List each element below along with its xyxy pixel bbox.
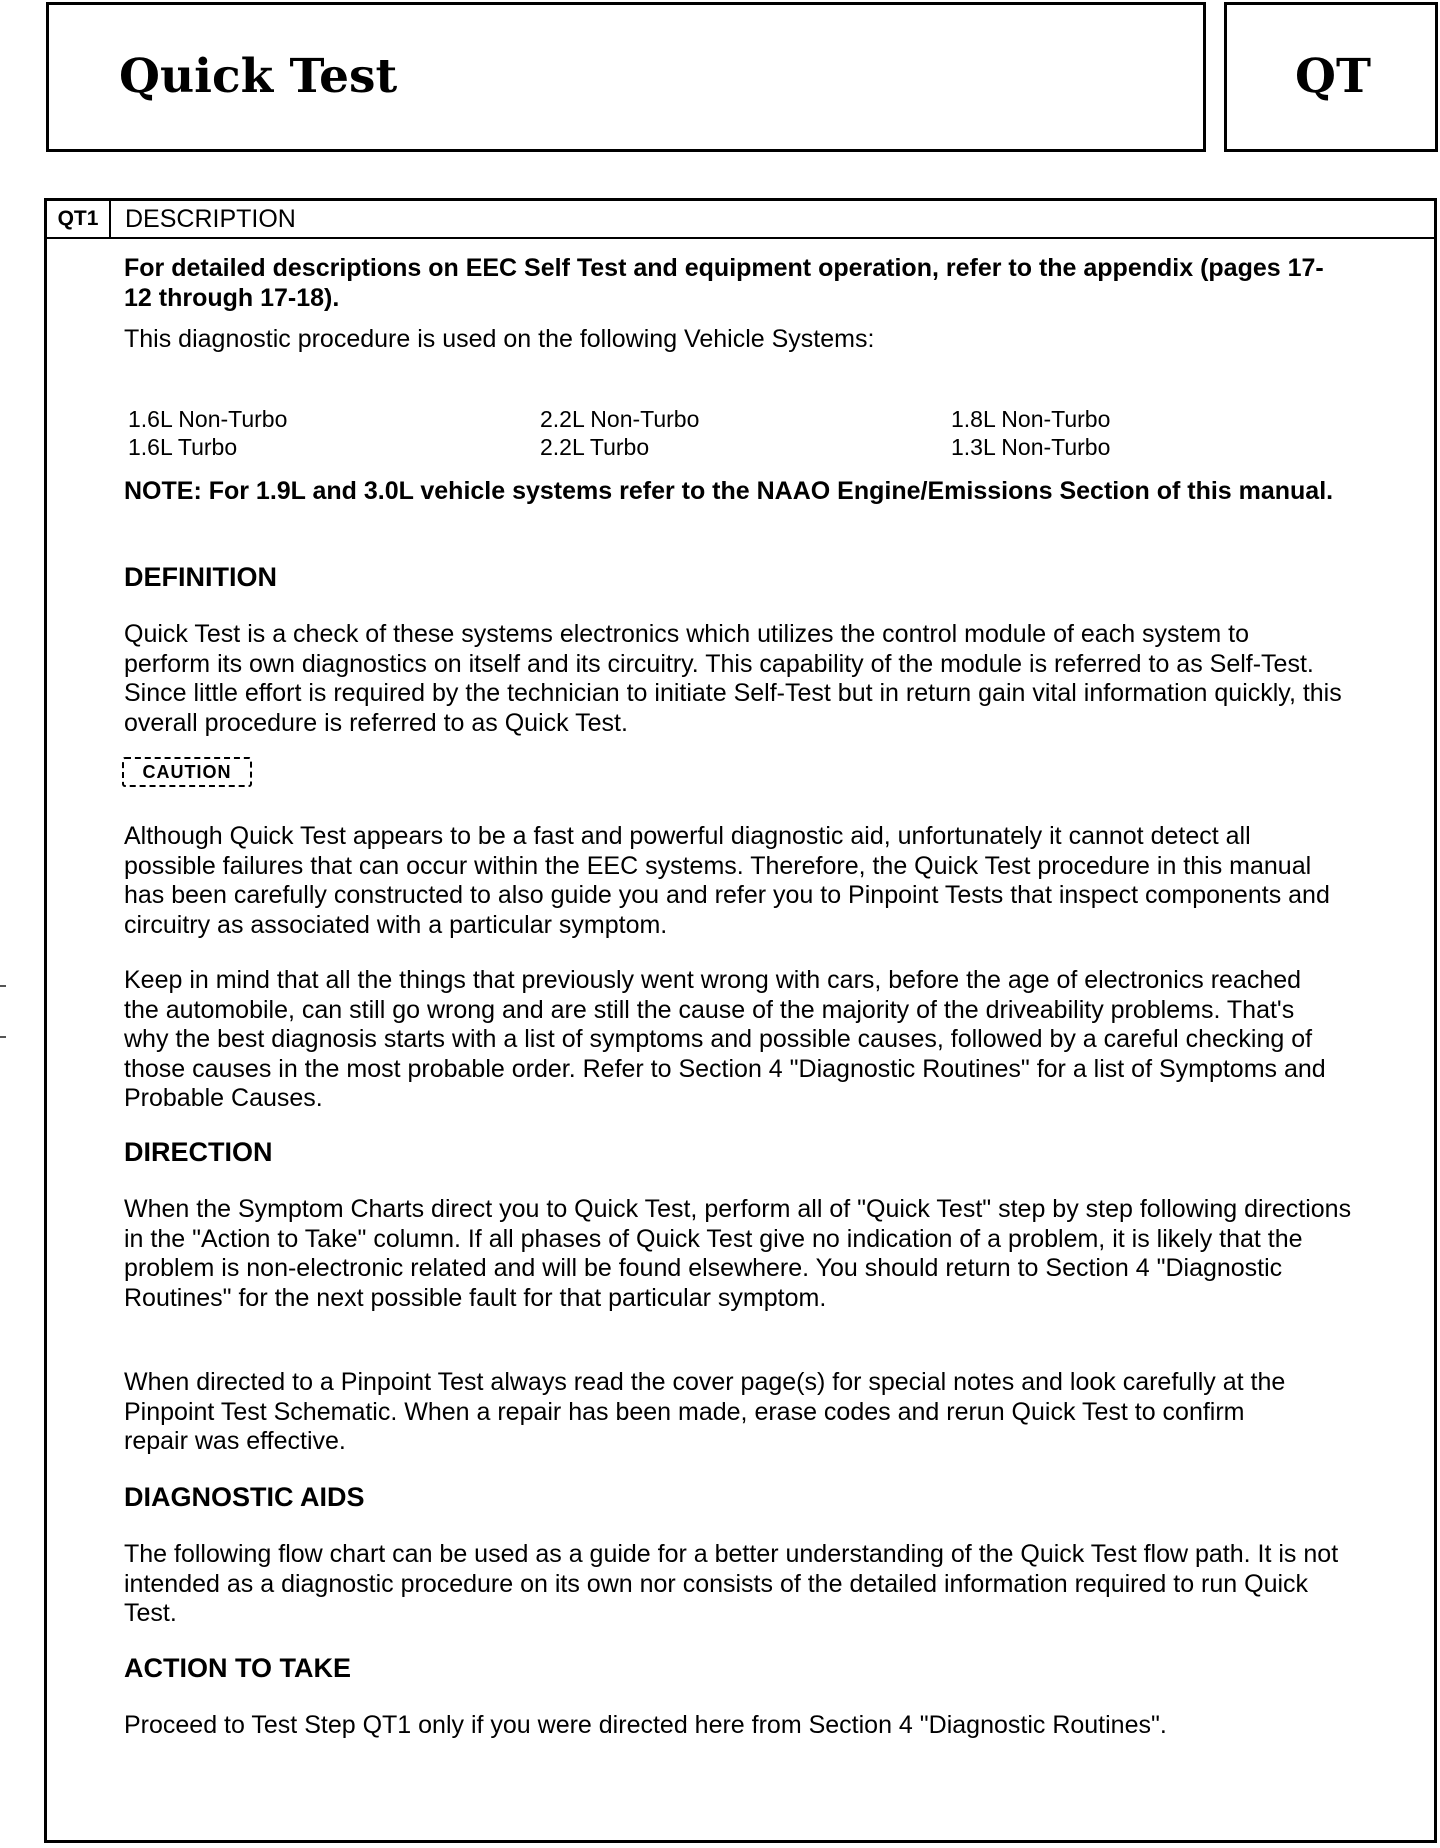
vehicle-system-item: 1.3L Non-Turbo [951,434,1111,460]
keep-in-mind-body: Keep in mind that all the things that previously went wrong with cars, before the age of electronics reached the automobile, can still go wrong and are still the cause of the majority of the driveability problems. That's why the best diagnosis starts with a list of symptoms and possible causes, followed by a careful checking of those causes in the most probable order. Refer to Section 4 "Diagnostic Routines" for a list of Symptoms and Probable Causes. [124,966,1326,1112]
caution-body: Although Quick Test appears to be a fast and powerful diagnostic aid, unfortunately it cannot detect all possible failures that can occur within the EEC systems. Therefore, the Quick Test procedure in this manual has been carefully constructed to also guide you and refer you to Pinpoint Tests that inspect components and circuitry as associated with a particular symptom. [124,822,1330,939]
header-code-box [1224,2,1438,152]
page-title: Quick Test [119,49,398,104]
scan-mark [0,985,6,987]
vehicle-system-item: 1.8L Non-Turbo [951,406,1111,432]
action-to-take-heading: ACTION TO TAKE [124,1653,351,1683]
definition-heading: DEFINITION [124,562,277,592]
vehicle-system-item: 1.6L Turbo [128,434,238,460]
diagnostic-aids-heading: DIAGNOSTIC AIDS [124,1482,365,1512]
header-title-box [46,2,1206,152]
diagnostic-aids-body: The following flow chart can be used as a guide for a better understanding of the Quick Test flow path. It is not intended as a diagnostic procedure on its own nor consists of the detailed information required to run Quick Test. [124,1540,1339,1627]
vehicle-note: NOTE: For 1.9L and 3.0L vehicle systems refer to the NAAO Engine/Emissions Section of this manual. [124,477,1334,505]
direction-heading: DIRECTION [124,1137,273,1167]
direction-body-1: When the Symptom Charts direct you to Quick Test, perform all of "Quick Test" step by step following directions in the "Action to Take" column. If all phases of Quick Test give no indication of a problem, it is likely that the problem is non-electronic related and will be found elsewhere. You should return to Section 4 "Diagnostic Routines" for the next possible fault for that particular symptom. [124,1195,1352,1312]
section-code: QT1 [47,201,111,237]
caution-badge: CAUTION [122,757,252,787]
definition-body: Quick Test is a check of these systems electronics which utilizes the control module of each system to perform its own diagnostics on itself and its circuitry. This capability of the module is referred to as Self-Test. Since little effort is required by the technician to initiate Self-Test but in return gain vital information quickly, this overall procedure is referred to as Quick Test. [124,620,1342,737]
section-title: DESCRIPTION [125,205,296,233]
section-code-large: QT [1295,49,1371,104]
vehicle-systems-list [128,405,1228,461]
vehicle-system-item: 2.2L Turbo [540,434,650,460]
direction-body-2: When directed to a Pinpoint Test always read the cover page(s) for special notes and look carefully at the Pinpoint Test Schematic. When a repair has been made, erase codes and rerun Quick Test to confirm repair was effective. [124,1368,1286,1455]
action-to-take-body: Proceed to Test Step QT1 only if you were directed here from Section 4 "Diagnostic Routines". [124,1711,1167,1739]
scan-mark [0,1036,6,1038]
systems-lead: This diagnostic procedure is used on the following Vehicle Systems: [124,325,875,353]
appendix-note: For detailed descriptions on EEC Self Test and equipment operation, refer to the appendix (pages 17-12 through 17-18). [124,254,1324,312]
section-header-row [47,201,1434,239]
vehicle-system-item: 2.2L Non-Turbo [540,406,700,432]
vehicle-system-item: 1.6L Non-Turbo [128,406,288,432]
